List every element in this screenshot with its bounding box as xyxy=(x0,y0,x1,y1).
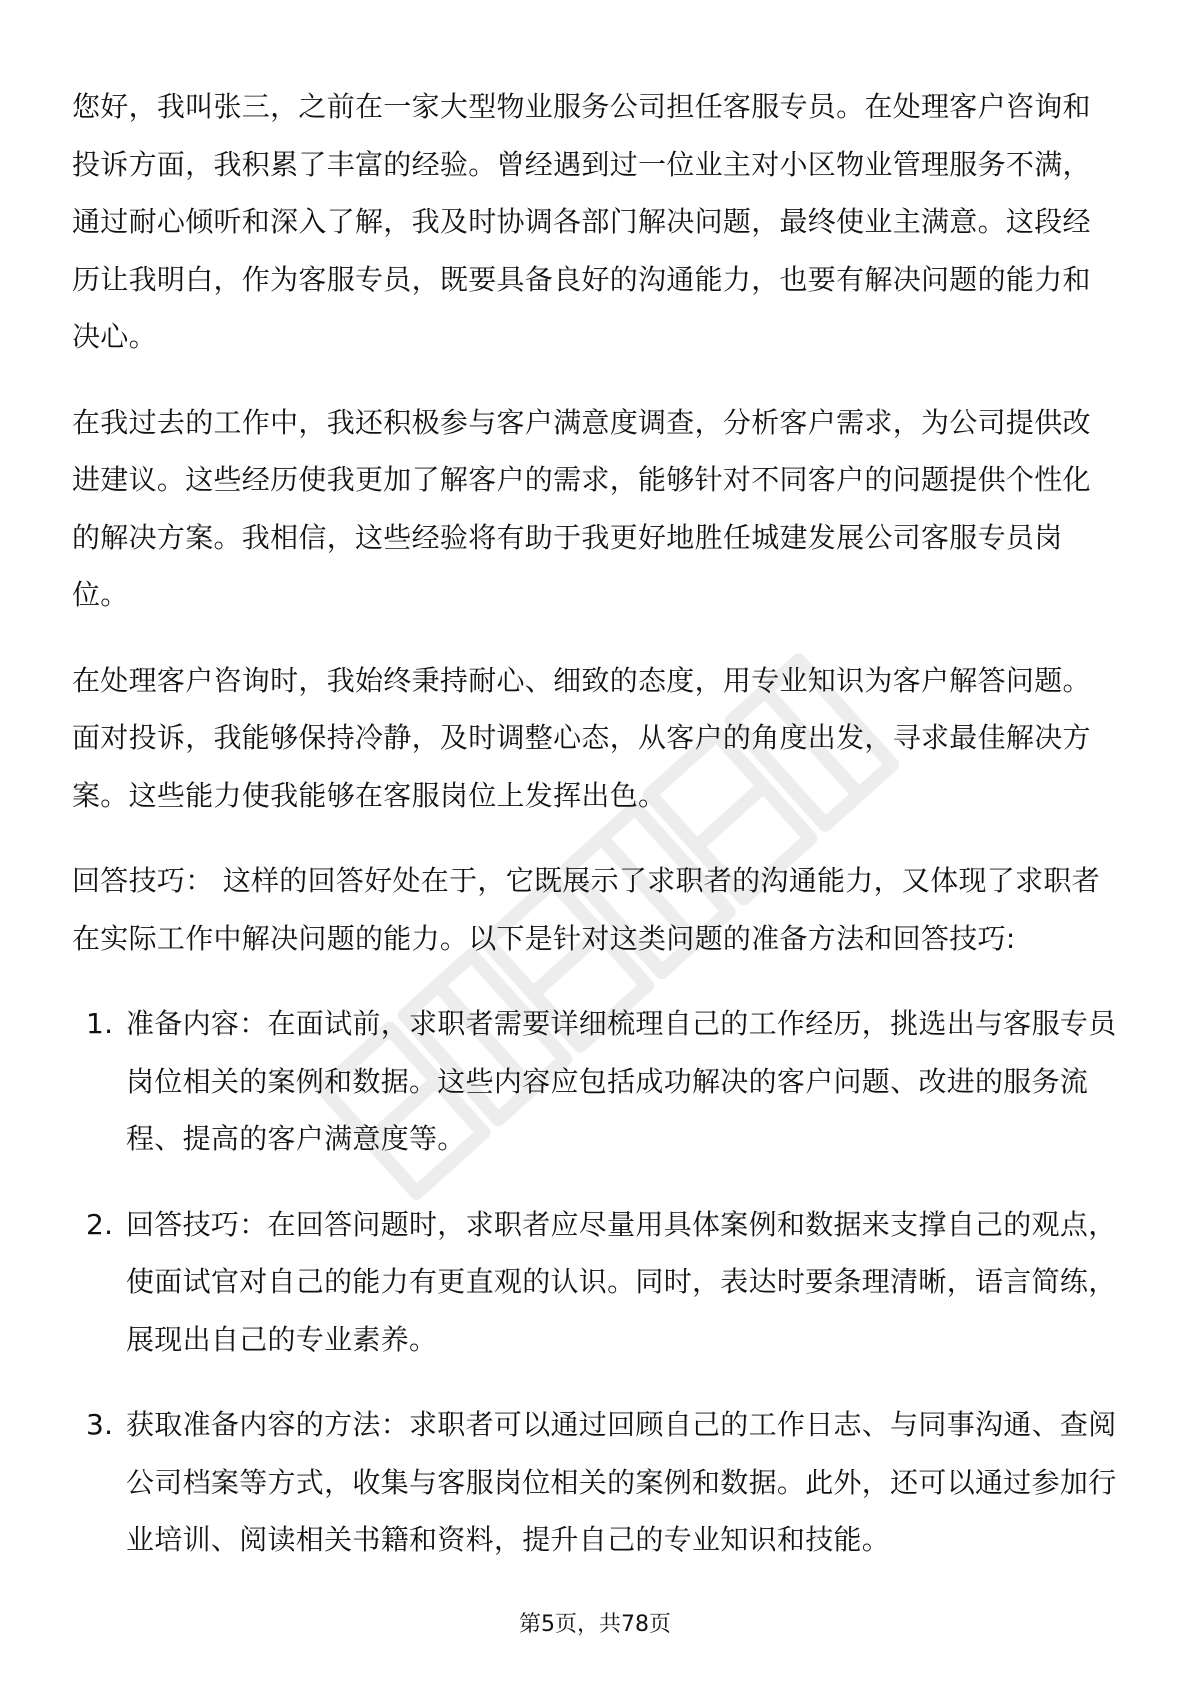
paragraph-approach: 在处理客户咨询时，我始终秉持耐心、细致的态度，用专业知识为客户解答问题。面对投诉，我能够保持冷静，及时调整心态，从客户的角度出发，寻求最佳解决方案。这些能力使我能够在客服岗位上发挥出色。 xyxy=(72,663,1091,812)
list-item-text: 获取准备内容的方法：求职者可以通过回顾自己的工作日志、与同事沟通、查阅公司档案等方式，收集与客服岗位相关的案例和数据。此外，还可以通过参加行业培训、阅读相关书籍和资料，提升自己的专业知识和技能。 xyxy=(126,1408,1117,1556)
list-item xyxy=(72,1196,1118,1369)
list-item-number: 3. xyxy=(86,1408,114,1441)
list-item-number: 2. xyxy=(86,1207,114,1241)
list-item-number: 1. xyxy=(86,1007,114,1040)
tips-list xyxy=(72,995,1118,1569)
list-item xyxy=(72,1396,1118,1569)
paragraph-introduction: 您好，我叫张三，之前在一家大型物业服务公司担任客服专员。在处理客户咨询和投诉方面，我积累了丰富的经验。曾经遇到过一位业主对小区物业管理服务不满，通过耐心倾听和深入了解，我及时协调各部门解决问题，最终使业主满意。这段经历让我明白，作为客服专员，既要具备良好的沟通能力，也要有解决问题的能力和决心。 xyxy=(72,90,1091,353)
paragraph-experience: 在我过去的工作中，我还积极参与客户满意度调查，分析客户需求，为公司提供改进建议。这些经历使我更加了解客户的需求，能够针对不同客户的问题提供个性化的解决方案。我相信，这些经验将有助于我更好地胜任城建发展公司客服专员岗位。 xyxy=(72,405,1091,611)
page-number: 第5页，共78页 xyxy=(519,1612,671,1637)
document-body xyxy=(72,78,1118,1597)
paragraph-answer-tips-intro: 回答技巧： 这样的回答好处在于，它既展示了求职者的沟通能力，又体现了求职者在实际工作中解决问题的能力。以下是针对这类问题的准备方法和回答技巧: xyxy=(72,864,1101,955)
list-item-text: 准备内容：在面试前，求职者需要详细梳理自己的工作经历，挑选出与客服专员岗位相关的案例和数据。这些内容应包括成功解决的客户问题、改进的服务流程、提高的客户满意度等。 xyxy=(126,1007,1117,1155)
list-item xyxy=(72,995,1118,1168)
list-item-text: 回答技巧：在回答问题时，求职者应尽量用具体案例和数据来支撑自己的观点，使面试官对自己的能力有更直观的认识。同时，表达时要条理清晰，语言简练，展现出自己的专业素养。 xyxy=(126,1207,1117,1356)
